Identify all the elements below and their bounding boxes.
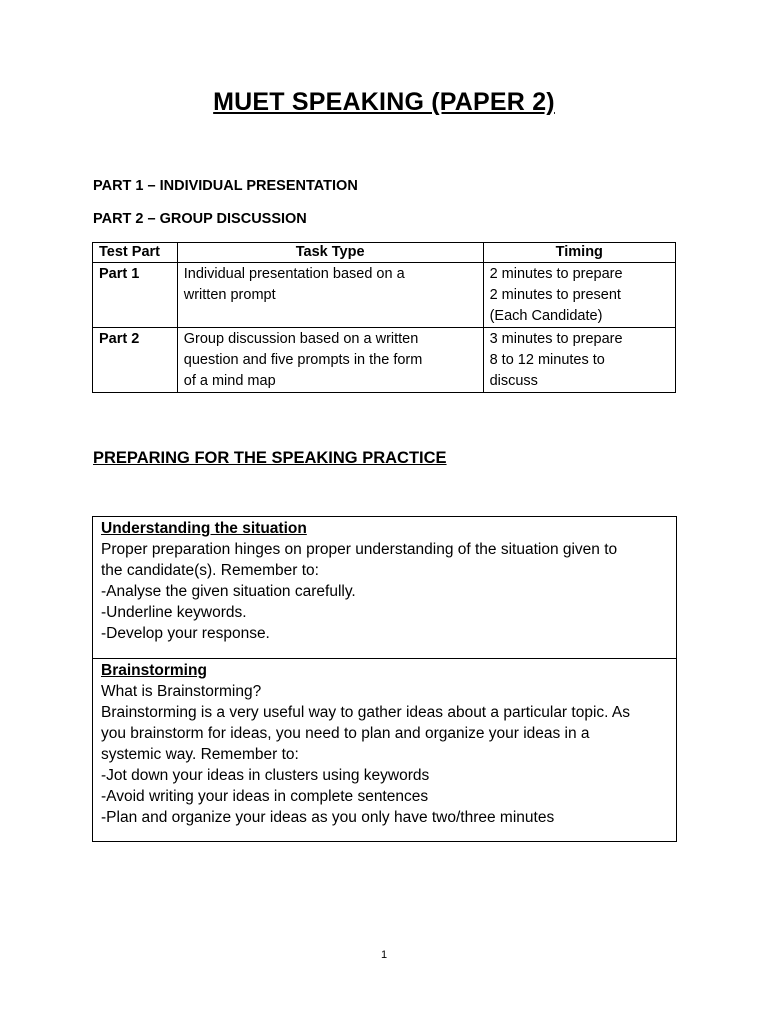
situation-box — [93, 517, 676, 658]
cell-part: Part 2 — [93, 328, 178, 393]
situation-line: -Analyse the given situation carefully. — [101, 583, 356, 600]
cell-task-type — [177, 263, 483, 328]
timing-line: 2 minutes to present — [489, 287, 621, 303]
part1-heading: PART 1 – INDIVIDUAL PRESENTATION — [93, 178, 358, 194]
brainstorm-line: systemic way. Remember to: — [101, 746, 299, 763]
brainstorm-heading: Brainstorming — [101, 662, 207, 679]
brainstorm-line: Brainstorming is a very useful way to gather ideas about a particular topic. As — [101, 704, 630, 721]
task-line: of a mind map — [183, 373, 276, 389]
timing-line: 2 minutes to prepare — [489, 266, 623, 282]
situation-line: the candidate(s). Remember to: — [101, 562, 319, 579]
part2-heading: PART 2 – GROUP DISCUSSION — [93, 211, 307, 227]
brainstorm-line: What is Brainstorming? — [101, 683, 262, 700]
task-line: Group discussion based on a written — [183, 331, 419, 347]
situation-line: -Underline keywords. — [101, 604, 247, 621]
preparation-boxes — [92, 516, 677, 842]
brainstorm-line: you brainstorm for ideas, you need to plan and organize your ideas in a — [101, 725, 590, 742]
section-heading: PREPARING FOR THE SPEAKING PRACTICE — [93, 449, 447, 467]
brainstorm-box — [93, 658, 676, 841]
timing-line: 3 minutes to prepare — [489, 331, 623, 347]
timing-line: (Each Candidate) — [489, 308, 603, 324]
situation-heading: Understanding the situation — [101, 520, 307, 537]
cell-timing — [483, 263, 675, 328]
brainstorm-line: -Jot down your ideas in clusters using keywords — [101, 767, 430, 784]
task-line: written prompt — [183, 287, 276, 303]
task-table — [92, 242, 676, 393]
situation-line: -Develop your response. — [101, 625, 270, 642]
page-title: MUET SPEAKING (PAPER 2) — [213, 88, 555, 116]
task-line: Individual presentation based on a — [183, 266, 405, 282]
header-task-type: Task Type — [177, 243, 483, 263]
cell-timing — [483, 328, 675, 393]
task-line: question and five prompts in the form — [183, 352, 423, 368]
header-timing: Timing — [483, 243, 675, 263]
cell-task-type — [177, 328, 483, 393]
header-test-part: Test Part — [93, 243, 178, 263]
timing-line: discuss — [489, 373, 538, 389]
table-row — [93, 328, 676, 393]
brainstorm-line: -Avoid writing your ideas in complete sentences — [101, 788, 429, 805]
table-header-row — [93, 243, 676, 263]
table-row — [93, 263, 676, 328]
brainstorm-line: -Plan and organize your ideas as you only have two/three minutes — [101, 809, 555, 826]
situation-line: Proper preparation hinges on proper understanding of the situation given to — [101, 541, 618, 558]
timing-line: 8 to 12 minutes to — [489, 352, 605, 368]
page-number: 1 — [380, 949, 388, 961]
cell-part: Part 1 — [93, 263, 178, 328]
